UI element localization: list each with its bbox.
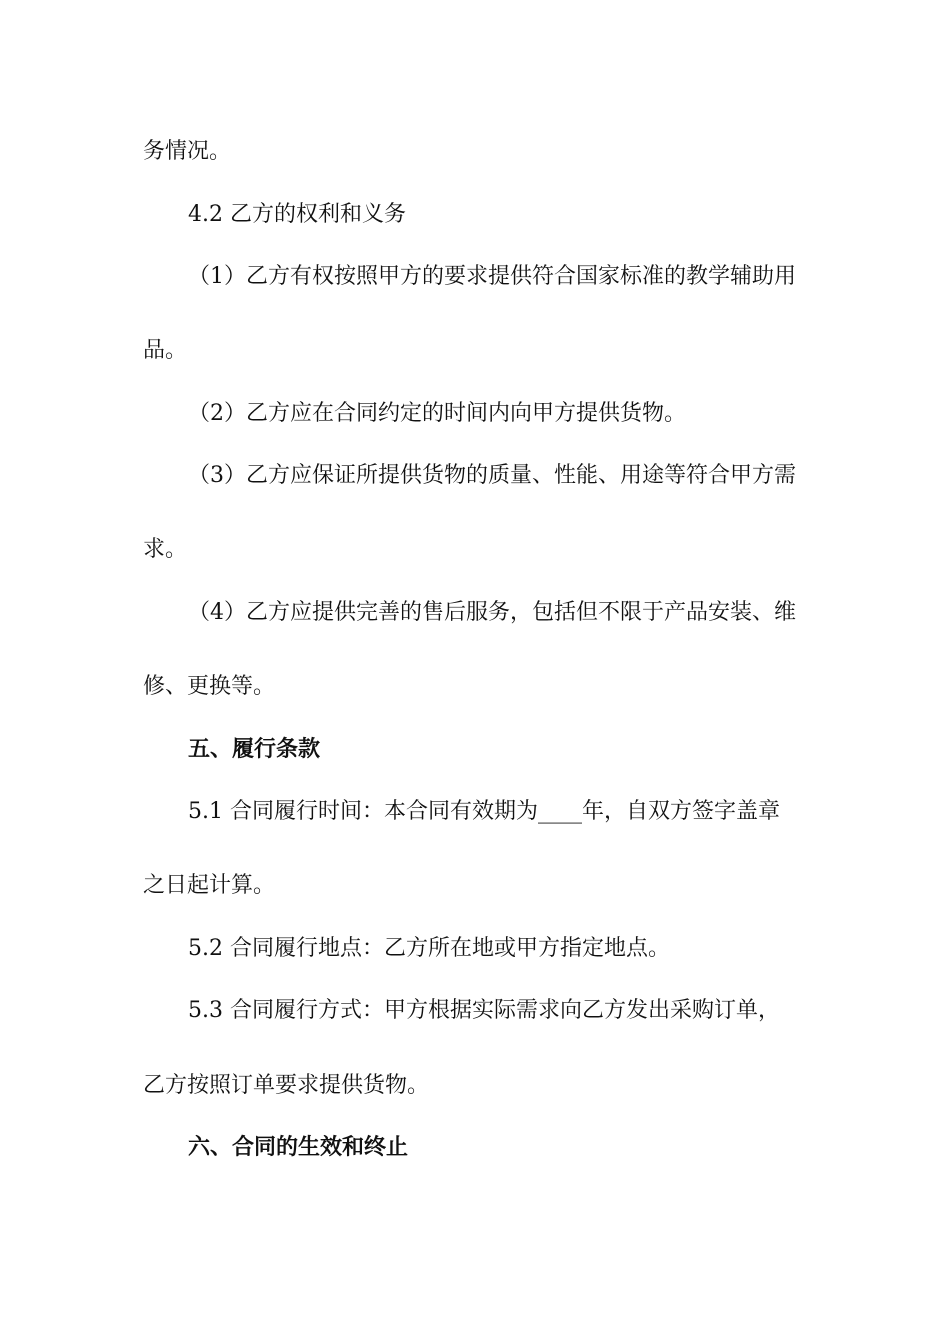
section-heading-5: 五、履行条款 — [188, 737, 321, 762]
paragraph-line: （2）乙方应在合同约定的时间内向甲方提供货物。 — [188, 401, 686, 426]
paragraph-line: （1）乙方有权按照甲方的要求提供符合国家标准的教学辅助用 — [188, 264, 796, 289]
paragraph-line: 务情况。 — [143, 139, 232, 164]
paragraph-line: 修、更换等。 — [143, 674, 276, 699]
paragraph-line: 乙方按照订单要求提供货物。 — [143, 1073, 430, 1098]
paragraph-line: （4）乙方应提供完善的售后服务，包括但不限于产品安装、维 — [188, 600, 796, 625]
paragraph-line: 品。 — [143, 338, 188, 363]
paragraph-line: 5.3 合同履行方式：甲方根据实际需求向乙方发出采购订单， — [188, 998, 780, 1023]
paragraph-line: 5.2 合同履行地点：乙方所在地或甲方指定地点。 — [188, 936, 670, 961]
section-heading-4-2: 4.2 乙方的权利和义务 — [188, 202, 406, 227]
section-heading-6: 六、合同的生效和终止 — [188, 1135, 409, 1160]
paragraph-line: （3）乙方应保证所提供货物的质量、性能、用途等符合甲方需 — [188, 463, 796, 488]
paragraph-line: 5.1 合同履行时间：本合同有效期为____年，自双方签字盖章 — [188, 799, 780, 824]
paragraph-line: 之日起计算。 — [143, 873, 276, 898]
paragraph-line: 求。 — [143, 537, 188, 562]
